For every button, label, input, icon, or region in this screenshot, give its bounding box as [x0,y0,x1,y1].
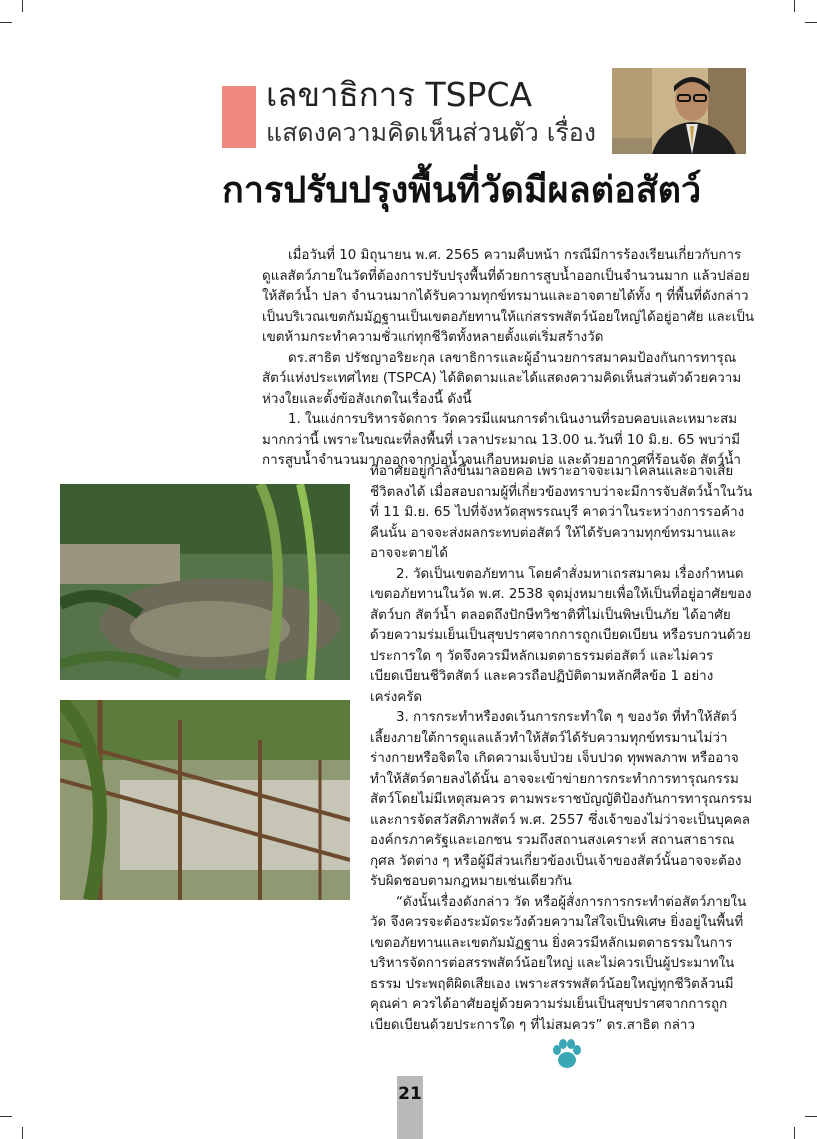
crop-mark [805,22,817,23]
title-accent-bar [222,86,256,148]
paragraph-quote: “ดังนั้นเรื่องดังกล่าว วัด หรือผู้สั่งการการกระทำต่อสัตว์ภายในวัด จึงควรจะต้องระมัดระวังด้วยความใส่ใจเป็นพิเศษ ยิ่งอยู่ในพื้นที่เขตอภัยทานและเขตกัมมัฏฐาน ยิ่งควรมีหลักเมตตาธรรมในการบริหารจัดการต่อสรรพสัตว์น้อยใหญ่ และไม่ควรเป็นผู้ประมาทในธรรม ประพฤติผิดเสียเอง เพราะสรรพสัตว์น้อยใหญ่ทุกชีวิตล้วนมีคุณค่า ควรได้อาศัยอยู่ด้วยความร่มเย็นเป็นสุขปราศจากการถูกเบียดเบียนด้วยประการใด ๆ ที่ไม่สมควร” ดร.สาธิต กล่าว [370,894,747,1033]
paragraph-point-1b: ที่อาศัยอยู่กำลังขึ้นมาลอยคอ เพราะอาจจะเมาโคลนและอาจเสียชีวิตลงได้ เมื่อสอบถามผู้ที่เกี่ยวข้องทราบว่าจะมีการจับสัตว์น้ำในวันที่ 11 มิ.ย. 65 ไปที่จังหวัดสุพรรณบุรี คาดว่าในระหว่างการรอค้างคืนนั้น อาจจะส่งผลกระทบต่อสัตว์ ให้ได้รับความทุกข์ทรมานและอาจจะตายได้ [370,464,753,561]
paragraph-point-3: 3. การกระทำหรืองดเว้นการกระทำใด ๆ ของวัด ที่ทำให้สัตว์เลี้ยงภายใต้การดูแลแล้วทำให้สัตว์ได้รับความทุกข์ทรมานไม่ว่าร่างกายหรือจิตใจ เกิดความเจ็บป่วย เจ็บปวด ทุพพลภาพ หรืออาจทำให้สัตว์ตายลงได้นั้น อาจจะเข้าข่ายการกระทำการทารุณกรรมสัตว์โดยไม่มีเหตุสมควร ตามพระราชบัญญัติป้องกันการทารุณกรรมและการจัดสวัสดิภาพสัตว์ พ.ศ. 2557 ซึ่งเจ้าของไม่ว่าจะเป็นบุคคล องค์กรภาครัฐและเอกชน รวมถึงสถานสงเคราะห์ สถานสาธารณกุศล วัดต่าง ๆ หรือผู้มีส่วนเกี่ยวข้องเป็นเจ้าของสัตว์นั้นอาจจะต้องรับผิดชอบตามกฎหมายเช่นเดียวกัน [370,710,753,889]
crop-mark [805,1116,817,1117]
paragraph-intro: เมื่อวันที่ 10 มิถุนายน พ.ศ. 2565 ความคืบหน้า กรณีมีการร้องเรียนเกี่ยวกับการดูแลสัตว์ภายในวัดที่ต้องการปรับปรุงพื้นที่ด้วยการสูบน้ำออกเป็นจำนวนมาก แล้วปล่อยให้สัตว์น้ำ ปลา จำนวนมากได้รับความทุกข์ทรมานและอาจตายได้ทั้ง ๆ ที่พื้นที่ดังกล่าวเป็นบริเวณเขตกัมมัฏฐานเป็นเขตอภัยทานให้แก่สรรพสัตว์น้อยใหญ่ได้อยู่อาศัย และเป็นเขตห้ามกระทำความชั่วแก่ทุกชีวิตทั้งหลายตั้งแต่เริ่มสร้างวัด [262,248,754,345]
photo-pond-drained [60,484,350,680]
article-body-top [262,246,754,472]
portrait-photo [612,68,746,154]
title-line-1: เลขาธิการ TSPCA [266,75,533,114]
title-line-2: แสดงความคิดเห็นส่วนตัว เรื่อง [266,118,596,147]
paragraph-sathit: ดร.สาธิต ปรัชญาอริยะกุล เลขาธิการและผู้อำนวยการสมาคมป้องกันการทารุณสัตว์แห่งประเทศไทย (TSPCA) ได้ติดตามและได้แสดงความคิดเห็นส่วนตัวด้วยความห่วงใยและตั้งข้อสังเกตในเรื่องนี้ ดังนี้ [262,350,742,407]
pond-illustration [60,484,350,680]
paragraph-point-1a: 1. ในแง่การบริหารจัดการ วัดควรมีแผนการดำเนินงานที่รอบคอบและเหมาะสมมากกว่านี้ เพราะในขณะที่ลงพื้นที่ เวลาประมาณ 13.00 น.วันที่ 10 มิ.ย. 65 พบว่ามีการสูบน้ำจำนวนมากออกจากบ่อน้ำจนเกือบหมดบ่อ และด้วยอากาศที่ร้อนจัด สัตว์น้ำ [262,412,741,468]
crop-mark [0,1116,12,1117]
article-headline: การปรับปรุงพื้นที่วัดมีผลต่อสัตว์ [222,170,702,211]
article-body-column [370,462,754,1036]
crop-mark [794,1127,795,1139]
page-number: 21 [398,1084,422,1104]
paw-print-icon [549,1036,585,1072]
crop-mark [0,22,12,23]
portrait-figure [612,68,746,154]
photo-pond-fence [60,700,350,900]
fence-illustration [60,700,350,900]
paragraph-point-2: 2. วัดเป็นเขตอภัยทาน โดยคำสั่งมหาเถรสมาคม เรื่องกำหนดเขตอภัยทานในวัด พ.ศ. 2538 จุดมุ่งหมายเพื่อให้เป็นที่อยู่อาศัยของสัตว์บก สัตว์น้ำ ตลอดถึงปักษีทวิชาติที่ไม่เป็นพิษเป็นภัย ได้อาศัยด้วยความร่มเย็นเป็นสุขปราศจากการถูกเบียดเบียน หรือรบกวนด้วยประการใด ๆ วัดจึงควรมีหลักเมตตาธรรมต่อสัตว์ และไม่ควรเบียดเบียนชีวิตสัตว์ และควรถือปฏิบัติตามหลักศีลข้อ 1 อย่างเคร่งครัด [370,566,752,705]
crop-mark [22,0,23,12]
crop-mark [794,0,795,12]
crop-mark [22,1127,23,1139]
